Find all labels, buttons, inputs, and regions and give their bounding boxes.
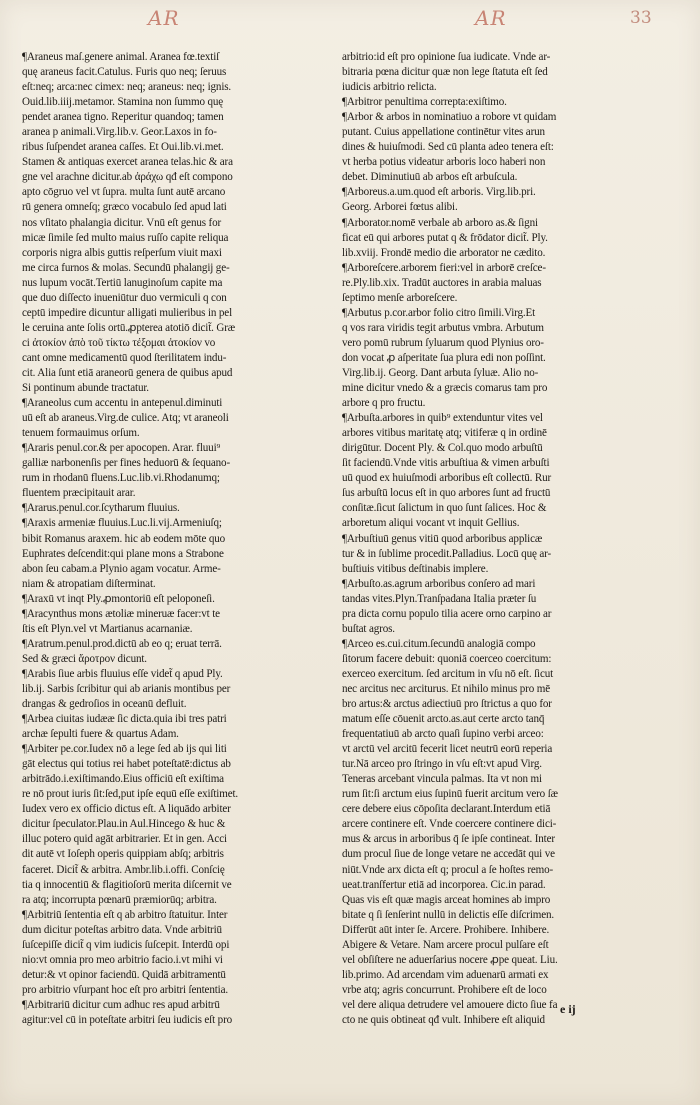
text-line: ficat eū qui arbores putat q & frōdator dicit̃. Ply.	[342, 231, 548, 244]
text-line: buſtat agros.	[342, 622, 395, 635]
text-line: dum procul ſiue de longe vetare ne accedāt qui ve	[342, 848, 555, 861]
folio-number: 33	[630, 8, 652, 28]
text-line: arbores vitibus maritatę atq; vitiferæ q in ordinē	[342, 427, 547, 440]
text-line: pra dicta cornu populo tilia acere orno carpino ar	[342, 607, 552, 620]
text-line: ſus arbuſtū locus eſt in quo arbores ſunt ad fructū	[342, 487, 551, 500]
text-line: vel obſiſtere ne aduerſarius nocere ꝓpe queat. Liu.	[342, 953, 558, 966]
running-headword-left: AR	[148, 6, 180, 30]
text-line: pro arbitrio vſurpant hoc eſt pro arbitri ſententia.	[22, 983, 228, 996]
text-line: vt herba potius videatur arboris loco haberi non	[342, 156, 546, 169]
text-line: rum in rhodanū fluens.Luc.lib.vi.Rhodanumq;	[22, 472, 220, 485]
text-line: Stamen & antiquas exercet aranea telas.hic & ara	[22, 156, 233, 169]
text-line: Virg.lib.ij. Georg. Dant arbuta ſyluæ. Alio no-	[342, 366, 539, 379]
signature-mark: e ij	[560, 1002, 576, 1016]
text-line: tur & in ſublime procedit.Palladius. Locū quę ar-	[342, 547, 552, 560]
text-line: ¶Arboreus.a.um.quod eſt arboris. Virg.lib.pri.	[342, 186, 536, 199]
text-line: iudicis arbitrio relicta.	[342, 81, 437, 94]
text-line: ¶Araxū vt inqt Ply.ꝓmontoriū eſt peloponeſi.	[22, 592, 215, 605]
text-line: ¶Araneolus cum accentu in antepenul.diminuti	[22, 397, 223, 410]
text-line: niūt.Vnde arx dicta eſt q; procul a ſe hoſtes remo-	[342, 863, 554, 876]
text-line: apto cōgruo vel vt ſupra. multa ſunt autē arcano	[22, 186, 226, 199]
text-line: tandas vites.Plyn.Tranſpadana Italia præter ſu	[342, 592, 537, 605]
text-line: gne vel arachne dicitur.ab ἀράχω qđ eſt compono	[22, 171, 233, 184]
text-line: fluentem præcipitauit arar.	[22, 487, 136, 500]
text-line: ¶Aracynthus mons ætoliæ mineruæ facer:vt te	[22, 607, 220, 620]
text-line: Si pontinum abunde tractatur.	[22, 382, 149, 395]
text-line: dit autē vt Ioſeph operis quippiam abſq; arbitris	[22, 848, 224, 861]
text-line: ¶Arboreſcere.arborem fieri:vel in arborē creſce-	[342, 261, 546, 274]
text-line: nos vſitato phalangia dicitur. Vnū eſt genus for	[22, 216, 222, 229]
text-line: niam & atropatiam diſterminat.	[22, 577, 156, 590]
text-line: ſitorum facere debuit: quoniā coerceo coercitum:	[342, 652, 552, 665]
text-line: ¶Ararus.penul.cor.ſcytharum fluuius.	[22, 502, 180, 515]
text-line: ¶Arbuſta.arbores in quib⁹ extenduntur vites vel	[342, 412, 543, 425]
text-line: don vocat ꝓ aſperitate ſua plura edi non poſſint.	[342, 351, 546, 364]
text-line: conſitæ.ſicut ſalictum in quo ſunt ſalices. Hoc &	[342, 502, 547, 515]
text-line: cant omne medicamentū quod ſterilitatem indu-	[22, 351, 227, 364]
text-line: vt arctū vel arcitū fecerit licet neutrū eorū reperia	[342, 743, 553, 756]
text-line: Abigere & Vetare. Nam arcere procul pulſare eſt	[342, 938, 549, 951]
text-line: Quas vis eſt quæ magis arceat homines ab impro	[342, 893, 551, 906]
text-line: arbitrio:id eſt pro opinione ſua iudicate. Vnde ar-	[342, 51, 551, 63]
text-line: Differūt aūt inter ſe. Arcere. Prohibere. Inhibere.	[342, 923, 550, 936]
text-line: ¶Arbiter pe.cor.Iudex nō a lege ſed ab ijs qui liti	[22, 743, 227, 756]
text-line: pendet aranea tigno. Reperitur quandoq; tamen	[22, 111, 224, 124]
text-line: micæ ſimile ſed multo maius ruſſo capite reliqua	[22, 231, 229, 244]
text-line: ¶Arceo es.cui.citum.ſecundū analogiā compo	[342, 637, 536, 650]
text-line: ſeptimo menſe arboreſcere.	[342, 291, 458, 304]
text-line: rū genera omneſq; græco vocabulo ſed apud lati	[22, 201, 227, 214]
text-line: arboretum aliqui vocant vt inquit Gellius.	[342, 517, 520, 530]
text-line: quę araneus facit.Catulus. Furis quo neq; ſeruus	[22, 66, 227, 79]
text-line: me circa furnos & molas. Secundū phalangij ge-	[22, 261, 230, 274]
text-line: re nō prout iuris ſit:ſed,put ipſe equū eſſe exiſtimet.	[22, 788, 239, 801]
text-line: buſtiuis vitibus deſtinabis implere.	[342, 562, 489, 575]
text-line: nio:vt omnia pro meo arbitrio facio.i.vt mihi vi	[22, 953, 223, 966]
text-line: Euphrates deſcendit:qui plane mons a Strabone	[22, 547, 224, 560]
text-line: vero pomū rubrum ſyluarum quod Plynius oro-	[342, 336, 544, 349]
text-line: ¶Arborator.nomē verbale ab arboro as.& ſigni	[342, 216, 538, 229]
text-line: dirigūtur. Docent Ply. & Col.quo modo arbuſtū	[342, 442, 543, 455]
text-line: lib.primo. Ad arcendam vim aduenarū armati ex	[342, 968, 549, 981]
text-line: bitate q ſi ſenſerint nullū in delictis eſſe diſcrimen.	[342, 908, 555, 921]
text-line: Georg. Arborei fœtus alibi.	[342, 201, 458, 214]
text-line: illuc potero quid agāt arbitrarier. Et in gen. Acci	[22, 833, 227, 846]
text-line: ceptū impedire dicuntur alligati mulieribus in pel	[22, 306, 233, 319]
text-line: ¶Arbea ciuitas iudææ ſic dicta.quia ibi tres patri	[22, 713, 227, 726]
text-line: ¶Arbitror penultima correpta:exiſtimo.	[342, 96, 507, 109]
text-line: q vos rara viridis tegit arbutus vmbra. Arbutum	[342, 321, 544, 334]
text-line: putant. Cuius appellatione continētur vites arun	[342, 126, 545, 139]
text-line: ſuſcepiſſe dicit̃ q vim iudicis ſuſcepit. Interdū opi	[22, 938, 230, 951]
text-line: le ceruina ante ſolis ortū.ꝓpterea atotiō dicit̃. Græ	[22, 321, 236, 334]
text-line: frequentatiuū ab arcto quaſi ſupino verbi arceo:	[342, 728, 544, 741]
text-line: ci ἀτοκίον ἀπὸ τοῦ τίκτω τέξομαι ἀτοκίον vo	[22, 336, 216, 349]
text-line: arcere continere eſt. Vnde coercere continere dici-	[342, 818, 557, 831]
text-line: arbitrādo.i.exiſtimando.Eius officiū eſt exiſtima	[22, 773, 224, 786]
text-line: que duo diſſecto inueniūtur duo vermiculi q con	[22, 291, 227, 304]
text-line: bro artus:& arctus adiectiuū pro ſtrictus a quo for	[342, 698, 552, 711]
text-line: rum ſit:ſi arctum eius ſupinū fuerit arcitum vero ſæ	[342, 788, 558, 801]
text-line: eſt:neq; arca:nec cimex: neq; araneus: neq; ignis.	[22, 81, 232, 94]
text-line: ſit faciendū.Vnde vitis arbuſtiua & vimen arbuſti	[342, 457, 550, 470]
text-line: ¶Arbuſto.as.agrum arboribus conſero ad mari	[342, 577, 536, 590]
text-line: dum dicitur poteſtas arbitro data. Vnde arbitriū	[22, 923, 222, 936]
text-line: ¶Arbutus p.cor.arbor folio citro ſimili.Virg.Et	[342, 306, 536, 319]
text-line: aranea p animali.Virg.lib.v. Geor.Laxos in fo-	[22, 126, 217, 139]
text-line: ¶Araris penul.cor.& per apocopen. Arar. fluui⁹	[22, 442, 221, 455]
text-line: lib.ij. Sarbis ſcribitur qui ab arianis montibus per	[22, 682, 231, 695]
text-line: ra atq; incorrupta pœnarū præmiorūq; arbitra.	[22, 893, 217, 906]
text-line: corporis nigra albis guttis reſperſum viuit maxi	[22, 246, 222, 259]
text-line: ribus ſuſpendet aranea caſſes. Et Oui.lib.vi.met.	[22, 141, 224, 154]
text-line: agitur:vel cū in poteſtate arbitri ſeu iudicis eſt pro	[22, 1014, 233, 1026]
text-line: Ouid.lib.iiij.metamor. Stamina non ſummo quę	[22, 96, 224, 109]
text-line: ¶Arbuſtiuū genus vitiū quod arboribus applicæ	[342, 532, 543, 545]
text-line: bibit Romanus araxem. hic ab eodem mōte quo	[22, 532, 226, 545]
text-line: cere debere eius cōpoſita declarant.Interdum etiā	[342, 803, 551, 816]
text-line: lib.xviij. Frondē medio die arborator ne cædito.	[342, 246, 546, 259]
text-line: ¶Araneus maſ.genere animal. Aranea fœ.textiſ	[22, 51, 220, 63]
text-line: nus lupum vocāt.Tertiū lanuginoſum capite ma	[22, 276, 223, 289]
text-line: nec arcitus nec arciturus. Et nihilo minus pro mē	[342, 682, 550, 695]
text-line: ¶Arbitriū ſententia eſt q ab arbitro ſtatuitur. Inter	[22, 908, 228, 921]
text-line: ¶Aratrum.penul.prod.dictū ab eo q; eruat terrā.	[22, 637, 222, 650]
text-line: ueat.tranſfertur etiā ad incorporea. Cic.in parad.	[342, 878, 546, 891]
text-line: Iudex vero ex officio dictus eſt. A liquādo arbiter	[22, 803, 231, 816]
text-line: detur:& vt opinor faciendū. Quidā arbitramentū	[22, 968, 226, 981]
text-line: tia q innocentiū & flagitioſorū merita diſcernit ve	[22, 878, 232, 891]
text-line: dicitur ſpeculator.Plau.in Aul.Hincego & huc &	[22, 818, 226, 831]
text-line: cit. Alia ſunt etiā araneorū genera de quibus apud	[22, 366, 233, 379]
text-line: ¶Arbor & arbos in nominatiuo a robore vt quidam	[342, 111, 557, 124]
text-line: uū eſt ab araneus.Virg.de culice. Atq; vt araneoli	[22, 412, 229, 425]
text-line: tenuem formauimus orſum.	[22, 427, 140, 440]
text-line: ¶Arabis ſiue arbis fluuius eſſe videt̃ q apud Ply.	[22, 667, 223, 680]
text-line: arbore q pro fructu.	[342, 397, 426, 410]
text-line: cto ne quis obtineat qđ vult. Inhibere eſt aliquid	[342, 1014, 545, 1026]
text-line: gāt electus qui totius rei habet poteſtatē:dictus ab	[22, 758, 231, 771]
text-line: mus & arcus in arboribus q̄ ſe ipſe contineat. Inter	[342, 833, 555, 846]
text-line: debet. Diminutiuū ab arbos eſt arbuſcula.	[342, 171, 518, 184]
text-line: ſtis eſt Plyn.vel vt Martianus acarnaniæ.	[22, 622, 193, 635]
text-line: drangas & gedroſios in oceanū defluit.	[22, 698, 187, 711]
text-line: Teneras arcebant vincula palmas. Ita vt non mi	[342, 773, 542, 786]
text-line: ¶Arbitrariū dicitur cum adhuc res apud arbitrū	[22, 998, 220, 1011]
text-line: vel dere aliqua detrudere vel amouere dicto ſiue fa	[342, 998, 558, 1011]
text-column-left	[22, 50, 322, 1028]
running-headword-right: AR	[475, 6, 507, 30]
text-column-right	[342, 50, 642, 1028]
text-line: matum eſſe cōuenit arcto.as.aut certe arcto tanq̄	[342, 713, 545, 726]
text-line: ¶Araxis armeniæ fluuius.Luc.li.vij.Armeniuſq;	[22, 517, 222, 530]
text-line: mine dicitur vnedo & a græcis comarus tam pro	[342, 382, 548, 395]
text-line: faceret. Dicit̃ & arbitra. Ambr.lib.i.offi. Conſcię	[22, 863, 225, 876]
text-line: tur.Nā arceo pro ſtringo in vſu eſt:vt apud Virg.	[342, 758, 542, 771]
text-line: Sed & græci ἄροτρον dicunt.	[22, 652, 147, 665]
text-line: abon ſeu cabam.a Plynio agam vocatur. Arme-	[22, 562, 221, 575]
text-line: bitraria pœna dicitur quæ non lege ſtatuta eſt ſed	[342, 66, 548, 79]
text-line: archæ ſepulti fuere & quartus Adam.	[22, 728, 179, 741]
text-line: galliæ narbonenſis per fines heduorū & ſequano-	[22, 457, 230, 470]
text-line: uū quod ex huiuſmodi arboribus eſt collectū. Rur	[342, 472, 552, 485]
text-line: re.Ply.lib.xix. Tradūt auctores in arabia maluas	[342, 276, 542, 289]
text-line: vrbe atq; agris concurrunt. Prohibere eſt de loco	[342, 983, 547, 996]
text-line: exerceo exercitum. ſed arcitum in vſu nō eſt. ſicut	[342, 667, 554, 680]
text-line: dines & huiuſmodi. Sed cū planta adeo tenera eſt:	[342, 141, 554, 154]
